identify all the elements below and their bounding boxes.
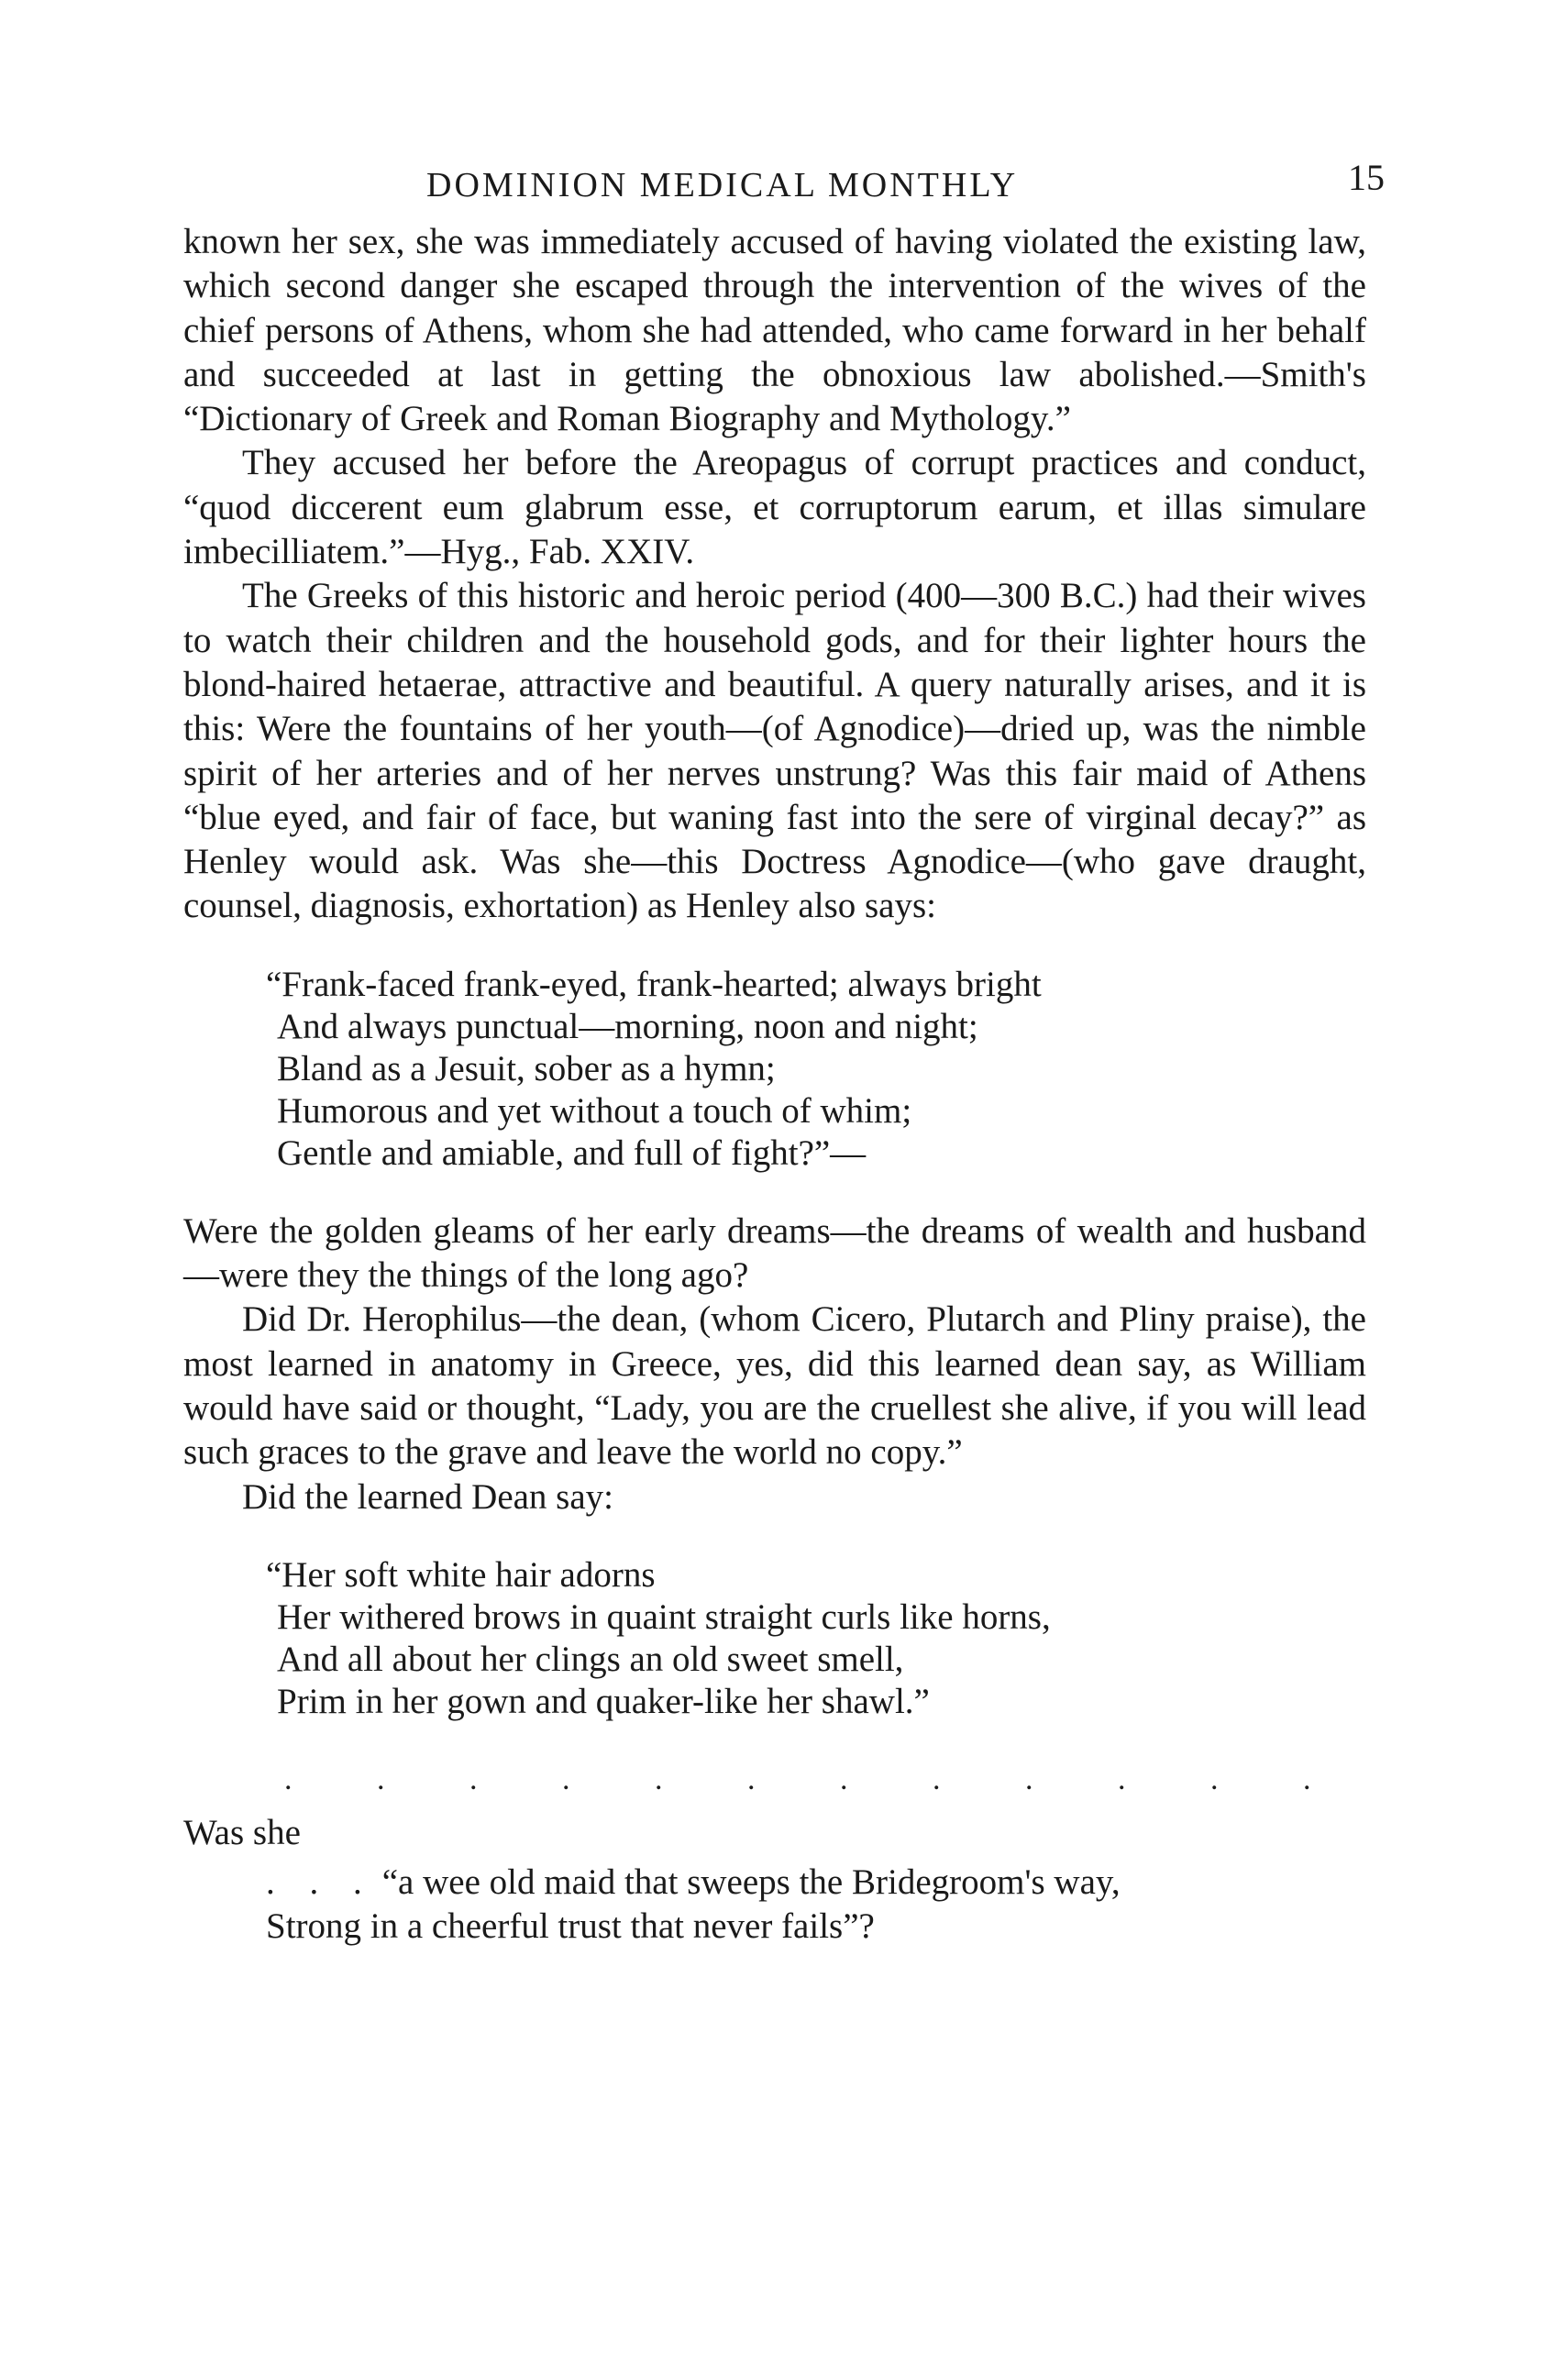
paragraph-golden-gleams: Were the golden gleams of her early dreams—the dreams of wealth and husband—were they the things of the long ago?: [183, 1210, 1366, 1296]
closing-verse: [266, 1861, 1366, 1949]
verse-henley: [266, 964, 1366, 1175]
body-text: [183, 220, 1366, 1949]
page-number: 15: [1348, 157, 1385, 198]
paragraph-herophilus: Did Dr. Herophilus—the dean, (whom Cicero, Plutarch and Pliny praise), the most learned in anatomy in Greece, yes, did this learned dean say, as William would have said or thought, “Lady, you are the cruellest she alive, if you will lead such graces to the grave and leave the world no copy.”: [183, 1299, 1366, 1473]
verse-line: “Her soft white hair adorns: [266, 1554, 656, 1595]
verse-line: Prim in her gown and quaker-like her shawl.”: [277, 1681, 930, 1721]
ellipsis-lead: . . .: [266, 1862, 375, 1903]
running-head: [183, 156, 1385, 211]
was-she-line: Was she: [183, 1813, 301, 1853]
verse-old-maid: [266, 1554, 1366, 1723]
verse-line: Strong in a cheerful trust that never fails”?: [266, 1906, 875, 1947]
verse-line: Gentle and amiable, and full of fight?”—: [277, 1132, 867, 1173]
verse-line: [266, 1861, 1366, 1905]
paragraph-areopagus: They accused her before the Areopagus of corrupt practices and conduct, “quod diccerent eum glabrum esse, et corruptorum earum, et illas simulare imbecilliatem.”—Hyg., Fab. XXIV.: [183, 443, 1366, 572]
journal-title: DOMINION MEDICAL MONTHLY: [426, 166, 1019, 204]
verse-line: And all about her clings an old sweet smell,: [277, 1639, 904, 1679]
paragraph-continuation: known her sex, she was immediately accused of having violated the existing law, which second danger she escaped through the intervention of the wives of the chief persons of Athens, whom she had attended, who came forward in her behalf and succeeded at last in getting the obnoxious law abolished.—Smith's “Dictionary of Greek and Roman Biography and Mythology.”: [183, 222, 1366, 439]
verse-line: And always punctual—morning, noon and night;: [277, 1006, 978, 1046]
verse-line: Bland as a Jesuit, sober as a hymn;: [277, 1048, 776, 1088]
verse-line: “Frank-faced frank-eyed, frank-hearted; always bright: [266, 964, 1042, 1004]
verse-text: “a wee old maid that sweeps the Bridegroom's way,: [381, 1862, 1121, 1903]
paragraph-dean-say: Did the learned Dean say:: [242, 1476, 614, 1517]
ellipsis-row: . . . . . . . . . . . .: [284, 1762, 1350, 1796]
verse-line: Humorous and yet without a touch of whim;: [277, 1090, 912, 1131]
verse-line: Her withered brows in quaint straight curls like horns,: [277, 1596, 1051, 1637]
paragraph-greeks: The Greeks of this historic and heroic period (400—300 B.C.) had their wives to watch their children and the household gods, and for their lighter hours the blond-haired hetaerae, attractive and beautiful. A query naturally arises, and it is this: Were the fountains of her youth—(of Agnodice)—dried up, was the nimble spirit of her arteries and of her nerves unstrung? Was this fair maid of Athens “blue eyed, and fair of face, but waning fast into the sere of virginal decay?” as Henley would ask. Was she—this Doctress Agnodice—(who gave draught, counsel, diagnosis, exhortation) as Henley also says:: [183, 576, 1366, 926]
